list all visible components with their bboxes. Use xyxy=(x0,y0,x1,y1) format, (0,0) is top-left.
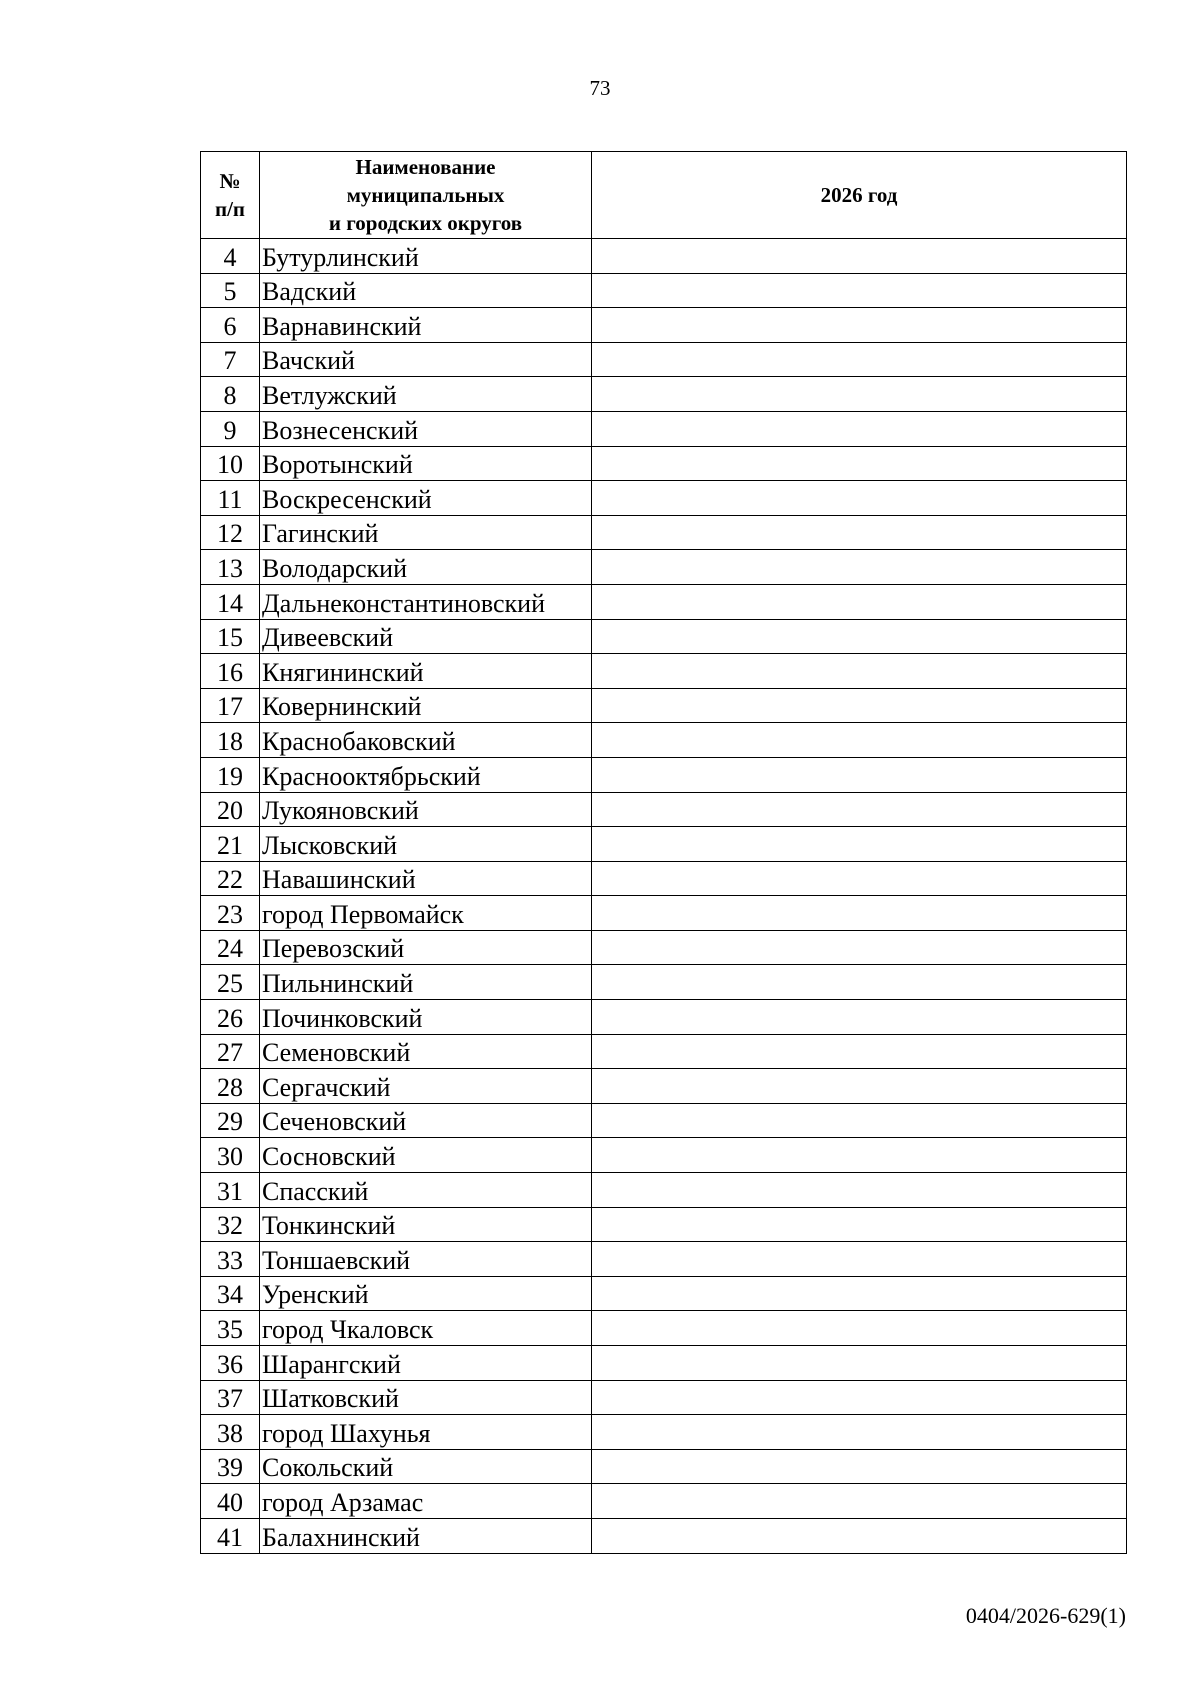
table-row xyxy=(201,446,1127,481)
row-value-2026 xyxy=(592,930,1127,965)
table-row xyxy=(201,1034,1127,1069)
row-number: 30 xyxy=(201,1138,260,1173)
row-value-2026 xyxy=(592,1242,1127,1277)
row-value-2026 xyxy=(592,550,1127,585)
row-number: 22 xyxy=(201,861,260,896)
table-row xyxy=(201,1207,1127,1242)
row-number: 26 xyxy=(201,1000,260,1035)
row-value-2026 xyxy=(592,1449,1127,1484)
row-value-2026 xyxy=(592,1207,1127,1242)
row-value-2026 xyxy=(592,1484,1127,1519)
row-municipality-name: Сеченовский xyxy=(260,1103,592,1138)
row-municipality-name: Сергачский xyxy=(260,1069,592,1104)
row-value-2026 xyxy=(592,481,1127,516)
table-row xyxy=(201,1000,1127,1035)
document-code: 0404/2026-629(1) xyxy=(965,1603,1126,1628)
row-value-2026 xyxy=(592,1173,1127,1208)
row-municipality-name: Навашинский xyxy=(260,861,592,896)
table-row xyxy=(201,584,1127,619)
row-municipality-name: Воротынский xyxy=(260,446,592,481)
row-municipality-name: Шатковский xyxy=(260,1380,592,1415)
table-row xyxy=(201,1138,1127,1173)
row-value-2026 xyxy=(592,1415,1127,1450)
row-number: 34 xyxy=(201,1276,260,1311)
header-row xyxy=(201,152,1127,239)
row-value-2026 xyxy=(592,515,1127,550)
row-number: 13 xyxy=(201,550,260,585)
row-municipality-name: Лысковский xyxy=(260,827,592,862)
row-value-2026 xyxy=(592,1034,1127,1069)
row-value-2026 xyxy=(592,1103,1127,1138)
row-municipality-name: Володарский xyxy=(260,550,592,585)
row-value-2026 xyxy=(592,377,1127,412)
row-municipality-name: город Шахунья xyxy=(260,1415,592,1450)
row-value-2026 xyxy=(592,827,1127,862)
row-value-2026 xyxy=(592,342,1127,377)
row-number: 32 xyxy=(201,1207,260,1242)
table-row xyxy=(201,1449,1127,1484)
row-value-2026 xyxy=(592,1518,1127,1553)
row-value-2026 xyxy=(592,308,1127,343)
row-value-2026 xyxy=(592,1311,1127,1346)
row-value-2026 xyxy=(592,1346,1127,1381)
row-value-2026 xyxy=(592,1069,1127,1104)
row-number: 23 xyxy=(201,896,260,931)
table-row xyxy=(201,861,1127,896)
row-value-2026 xyxy=(592,239,1127,274)
table-row xyxy=(201,377,1127,412)
table-row xyxy=(201,342,1127,377)
row-municipality-name: Краснобаковский xyxy=(260,723,592,758)
row-municipality-name: Княгининский xyxy=(260,654,592,689)
table-row xyxy=(201,896,1127,931)
header-number-abbr: п/п xyxy=(214,197,246,221)
header-number xyxy=(201,152,260,239)
row-number: 11 xyxy=(201,481,260,516)
table-row xyxy=(201,688,1127,723)
row-value-2026 xyxy=(592,757,1127,792)
row-value-2026 xyxy=(592,965,1127,1000)
row-number: 37 xyxy=(201,1380,260,1415)
table-row xyxy=(201,239,1127,274)
row-number: 10 xyxy=(201,446,260,481)
row-municipality-name: Лукояновский xyxy=(260,792,592,827)
table-row xyxy=(201,1346,1127,1381)
header-name-line-3: и городских округов xyxy=(328,211,523,235)
row-number: 7 xyxy=(201,342,260,377)
table-row xyxy=(201,1380,1127,1415)
row-value-2026 xyxy=(592,584,1127,619)
row-value-2026 xyxy=(592,654,1127,689)
table-row xyxy=(201,1173,1127,1208)
row-value-2026 xyxy=(592,1276,1127,1311)
row-value-2026 xyxy=(592,861,1127,896)
row-municipality-name: Бутурлинский xyxy=(260,239,592,274)
row-value-2026 xyxy=(592,1138,1127,1173)
table-header xyxy=(201,152,1127,239)
row-municipality-name: Сокольский xyxy=(260,1449,592,1484)
row-municipality-name: Перевозский xyxy=(260,930,592,965)
table-row xyxy=(201,1415,1127,1450)
row-number: 17 xyxy=(201,688,260,723)
row-number: 5 xyxy=(201,273,260,308)
row-municipality-name: Вачский xyxy=(260,342,592,377)
row-number: 25 xyxy=(201,965,260,1000)
row-municipality-name: Балахнинский xyxy=(260,1518,592,1553)
row-municipality-name: Уренский xyxy=(260,1276,592,1311)
table-row xyxy=(201,827,1127,862)
row-number: 29 xyxy=(201,1103,260,1138)
table-row xyxy=(201,1242,1127,1277)
table-row xyxy=(201,654,1127,689)
table-row xyxy=(201,550,1127,585)
row-value-2026 xyxy=(592,411,1127,446)
table-row xyxy=(201,792,1127,827)
row-number: 14 xyxy=(201,584,260,619)
row-number: 39 xyxy=(201,1449,260,1484)
header-name xyxy=(260,152,592,239)
header-number-symbol: № xyxy=(219,169,241,193)
row-value-2026 xyxy=(592,619,1127,654)
row-municipality-name: Тонкинский xyxy=(260,1207,592,1242)
table-row xyxy=(201,481,1127,516)
header-year: 2026 год xyxy=(592,152,1127,239)
row-number: 18 xyxy=(201,723,260,758)
row-number: 9 xyxy=(201,411,260,446)
row-number: 33 xyxy=(201,1242,260,1277)
row-municipality-name: Гагинский xyxy=(260,515,592,550)
row-number: 16 xyxy=(201,654,260,689)
row-municipality-name: город Чкаловск xyxy=(260,1311,592,1346)
table-body xyxy=(201,239,1127,1554)
row-number: 20 xyxy=(201,792,260,827)
row-number: 28 xyxy=(201,1069,260,1104)
row-value-2026 xyxy=(592,273,1127,308)
row-number: 31 xyxy=(201,1173,260,1208)
table-row xyxy=(201,273,1127,308)
row-value-2026 xyxy=(592,688,1127,723)
row-value-2026 xyxy=(592,446,1127,481)
row-municipality-name: Вознесенский xyxy=(260,411,592,446)
row-municipality-name: Пильнинский xyxy=(260,965,592,1000)
row-value-2026 xyxy=(592,1380,1127,1415)
table-row xyxy=(201,1484,1127,1519)
table-row xyxy=(201,619,1127,654)
row-municipality-name: город Арзамас xyxy=(260,1484,592,1519)
row-municipality-name: город Первомайск xyxy=(260,896,592,931)
row-municipality-name: Дальнеконстантиновский xyxy=(260,584,592,619)
table-row xyxy=(201,308,1127,343)
row-number: 40 xyxy=(201,1484,260,1519)
row-value-2026 xyxy=(592,792,1127,827)
row-number: 6 xyxy=(201,308,260,343)
table-row xyxy=(201,965,1127,1000)
row-number: 15 xyxy=(201,619,260,654)
row-municipality-name: Тоншаевский xyxy=(260,1242,592,1277)
row-value-2026 xyxy=(592,896,1127,931)
row-municipality-name: Ветлужский xyxy=(260,377,592,412)
row-municipality-name: Сосновский xyxy=(260,1138,592,1173)
table-row xyxy=(201,1069,1127,1104)
row-number: 24 xyxy=(201,930,260,965)
table-row xyxy=(201,515,1127,550)
row-municipality-name: Ковернинский xyxy=(260,688,592,723)
row-municipality-name: Дивеевский xyxy=(260,619,592,654)
row-number: 27 xyxy=(201,1034,260,1069)
row-number: 36 xyxy=(201,1346,260,1381)
table-row xyxy=(201,930,1127,965)
row-number: 12 xyxy=(201,515,260,550)
row-number: 4 xyxy=(201,239,260,274)
table-row xyxy=(201,1103,1127,1138)
row-municipality-name: Краснооктябрьский xyxy=(260,757,592,792)
row-number: 19 xyxy=(201,757,260,792)
table-row xyxy=(201,411,1127,446)
page-number: 73 xyxy=(589,76,611,100)
row-municipality-name: Спасский xyxy=(260,1173,592,1208)
row-municipality-name: Вадский xyxy=(260,273,592,308)
header-name-line-1: Наименование xyxy=(355,155,496,179)
row-number: 35 xyxy=(201,1311,260,1346)
table-row xyxy=(201,1311,1127,1346)
row-number: 21 xyxy=(201,827,260,862)
table-row xyxy=(201,723,1127,758)
row-number: 8 xyxy=(201,377,260,412)
row-number: 38 xyxy=(201,1415,260,1450)
row-municipality-name: Воскресенский xyxy=(260,481,592,516)
row-municipality-name: Починковский xyxy=(260,1000,592,1035)
table-row xyxy=(201,1518,1127,1553)
row-value-2026 xyxy=(592,723,1127,758)
row-municipality-name: Варнавинский xyxy=(260,308,592,343)
table-row xyxy=(201,1276,1127,1311)
row-value-2026 xyxy=(592,1000,1127,1035)
row-municipality-name: Семеновский xyxy=(260,1034,592,1069)
row-number: 41 xyxy=(201,1518,260,1553)
header-name-line-2: муниципальных xyxy=(346,183,505,207)
table-row xyxy=(201,757,1127,792)
row-municipality-name: Шарангский xyxy=(260,1346,592,1381)
municipalities-table xyxy=(200,151,1127,1554)
